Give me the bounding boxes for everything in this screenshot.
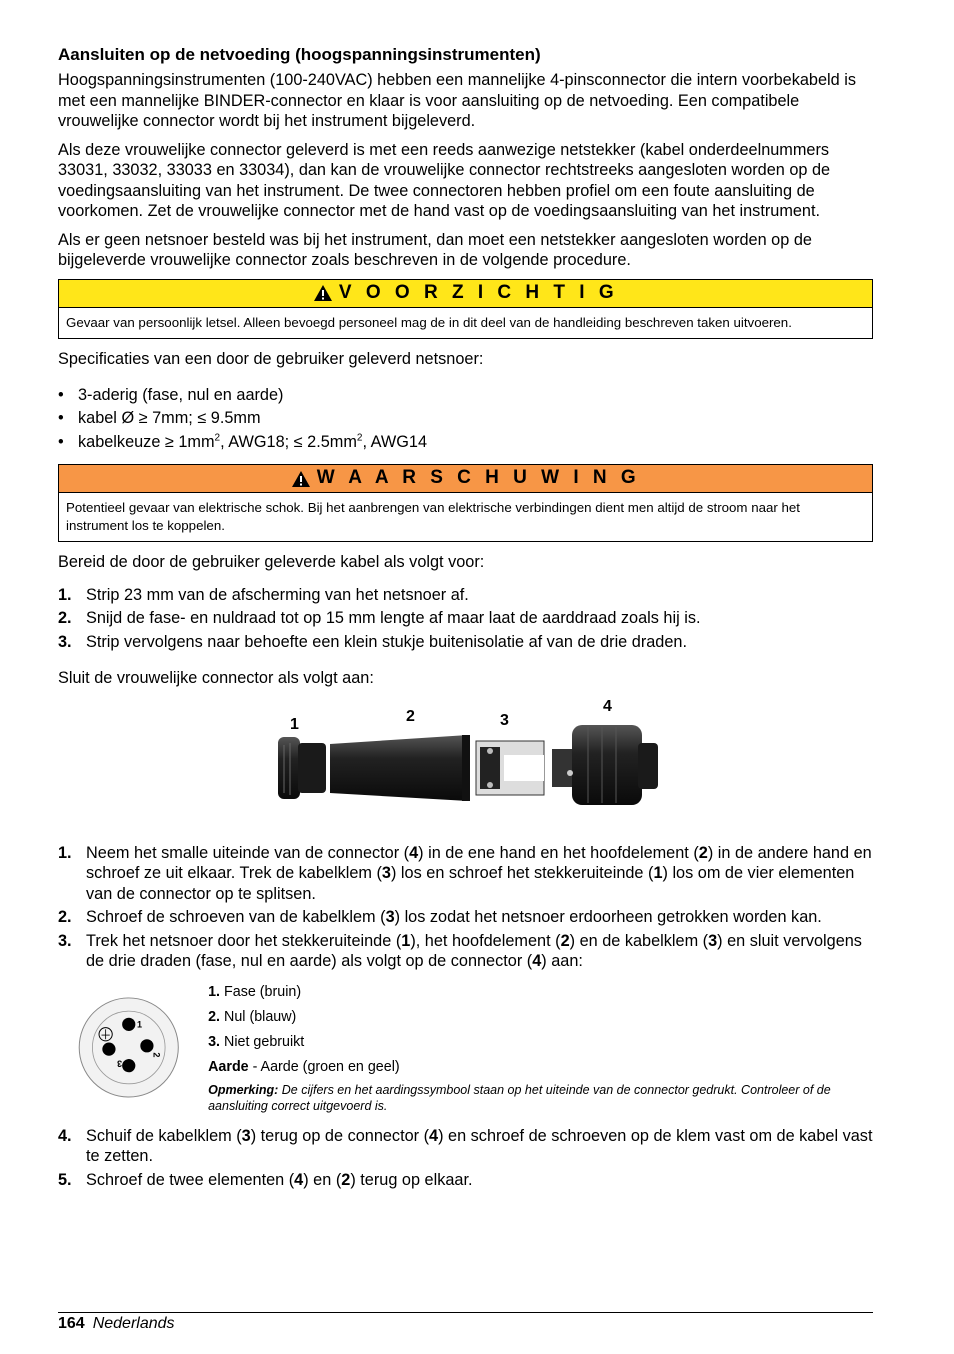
page-number: 164	[58, 1315, 85, 1332]
paragraph-1: Hoogspanningsinstrumenten (100-240VAC) hebben een mannelijke 4-pinsconnector die intern voorbekabeld is met een mannelijke BINDER-connector en klaar is voor aansluiting op de netvoeding. Een compatibele vrouwelijke connector wordt bij het instrument bijgeleverd.	[58, 71, 856, 130]
list-item: 4. Schuif de kabelklem (3) terug op de connector (4) en schroef de schroeven op de klem vast om de kabel vast te zetten.	[58, 1126, 873, 1165]
list-item: • 3-aderig (fase, nul en aarde)	[58, 384, 873, 408]
list-item: 2. Schroef de schroeven van de kabelklem (3) los zodat het netsnoer erdoorheen getrokken worden kan.	[58, 908, 822, 926]
pin-label-3: 3	[117, 1058, 123, 1069]
wiring-legend	[208, 980, 873, 1114]
paragraph-3: Als er geen netsnoer besteld was bij het instrument, dan moet een netstekker aangesloten worden op de bijgeleverde vrouwelijke connector zoals beschreven in de volgende procedure.	[58, 230, 812, 269]
figure-label-3: 3	[500, 711, 509, 729]
warning-title: W A A R S C H U W I N G	[316, 467, 641, 489]
connect-steps	[58, 843, 873, 972]
caution-text: Gevaar van persoonlijk letsel. Alleen bevoegd personeel mag de in dit deel van de handleiding beschreven taken uitvoeren.	[66, 314, 792, 330]
list-item: 3. Trek het netsnoer door het stekkeruiteinde (1), het hoofdelement (2) en de kabelklem (3) en sluit vervolgens de drie draden (fase, nul en aarde) als volgt op de connector (4) aan:	[58, 931, 862, 970]
part-4-connector	[552, 725, 658, 805]
pin-3-left	[102, 1042, 115, 1055]
legend-note: Opmerking: De cijfers en het aardingssymbool staan op het uiteinde van de connector gedrukt. Controleer of de aansluiting correct uitgevoerd is.	[208, 1082, 831, 1113]
prep-steps	[58, 585, 873, 653]
figure-label-4: 4	[603, 697, 612, 715]
page-footer	[58, 1312, 873, 1333]
pin-1	[122, 1017, 135, 1030]
figure-label-1: 1	[290, 715, 299, 733]
warning-triangle-icon	[291, 470, 311, 488]
section-heading: Aansluiten op de netvoeding (hoogspanningsinstrumenten)	[58, 45, 541, 64]
caution-box	[58, 279, 873, 340]
figure-label-2: 2	[406, 707, 415, 725]
list-item: 2. Snijd de fase- en nuldraad tot op 15 mm lengte af maar laat de aarddraad zoals hij is.	[58, 609, 701, 627]
pin-2	[140, 1039, 153, 1052]
paragraph-2: Als deze vrouwelijke connector geleverd is met een reeds aanwezige netstekker (kabel onderdeelnummers 33031, 33032, 33033 en 33034), dan kan de vrouwelijke connector rechtstreeks aangesloten worden op de voedingsaansluiting van het instrument. De twee connectoren hebben profiel om een foute aansluiting de voorkomen. Zet de vrouwelijke connector met de hand vast op de voedingsaansluiting van het instrument.	[58, 140, 831, 220]
connect-intro: Sluit de vrouwelijke connector als volgt aan:	[58, 669, 374, 687]
list-item: • kabelkeuze ≥ $1mm^2$, AWG18; ≤ $2.5mm^2$, AWG14	[58, 431, 873, 455]
list-item: 5. Schroef de twee elementen (4) en (2) terug op elkaar.	[58, 1170, 473, 1189]
footer-language: Nederlands	[92, 1315, 175, 1332]
part-1-gland	[278, 737, 326, 799]
legend-item: 1. Fase (bruin)	[208, 983, 302, 1000]
list-item: 3. Strip vervolgens naar behoefte een klein stukje buitenisolatie af van de drie draden.	[58, 632, 687, 651]
pin-layout-diagram	[66, 980, 198, 1110]
specs-intro: Specificaties van een door de gebruiker geleverd netsnoer:	[58, 350, 484, 368]
warning-header	[59, 465, 872, 493]
pin-label-2: 2	[151, 1051, 162, 1057]
specs-list	[58, 384, 873, 455]
warning-triangle-icon	[313, 284, 333, 302]
legend-item: Aarde - Aarde (groen en geel)	[208, 1058, 400, 1075]
legend-item: 2. Nul (blauw)	[208, 1008, 297, 1025]
list-item: • kabel Ø ≥ 7mm; ≤ 9.5mm	[58, 407, 873, 431]
legend-item: 3. Niet gebruikt	[208, 1033, 305, 1050]
page-content	[58, 44, 873, 1198]
list-item: 1. Neem het smalle uiteinde van de connector (4) in de ene hand en het hoofdelement (2) in de andere hand en schroef ze uit elkaar. Trek de kabelklem (3) los en schroef het stekkeruiteinde (1) los om de vier elementen van de connector op te splitsen.	[58, 843, 872, 903]
final-steps	[58, 1126, 873, 1191]
connector-parts-figure	[58, 697, 873, 837]
list-item: 1. Strip 23 mm van de afscherming van het netsnoer af.	[58, 585, 469, 604]
prep-intro: Bereid de door de gebruiker geleverde kabel als volgt voor:	[58, 553, 485, 571]
caution-header	[59, 280, 872, 308]
connector-parts-illustration	[58, 697, 873, 837]
wiring-figure	[58, 980, 873, 1114]
caution-title: V O O R Z I C H T I G	[338, 281, 619, 303]
warning-box	[58, 464, 873, 542]
part-2-body	[330, 735, 470, 801]
pin-3	[122, 1059, 135, 1072]
pin-label-1: 1	[137, 1019, 143, 1030]
warning-text: Potentieel gevaar van elektrische schok. Bij het aanbrengen van elektrische verbindingen dient men altijd de stroom naar het instrument los te koppelen.	[66, 500, 800, 533]
part-3-clamp	[476, 741, 544, 795]
